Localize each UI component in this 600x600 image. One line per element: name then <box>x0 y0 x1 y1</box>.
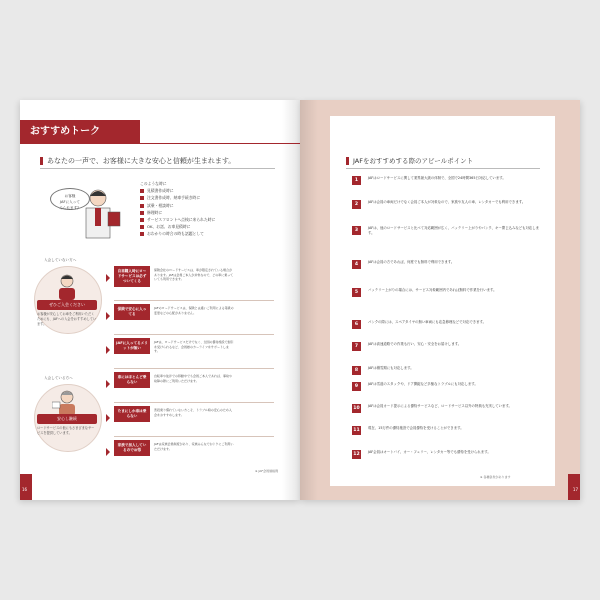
arrow-icon <box>106 380 110 388</box>
point-number: 9 <box>352 382 361 391</box>
row-text: JAFは、ロードサービスだけでなく、全国の優待施設で割引を受けられるなど、会員様のカーライフをサポートします。 <box>154 340 234 354</box>
checklist-intro: このような時に <box>140 181 167 186</box>
check-icon <box>140 218 144 222</box>
point-text: JAFはロードサービスに関して業界最大級の体制で、全国で24時間365日対応しています。 <box>368 176 506 180</box>
arrow-icon <box>106 346 110 354</box>
row-divider <box>114 402 274 403</box>
row-divider <box>114 368 274 369</box>
point-number: 2 <box>352 200 361 209</box>
row-label: 自車購入時にロードサービスは必ずついてくる <box>114 266 150 287</box>
point-text: JAFは会員カード提示による優待サービスなど、ロードサービス以外の特典も充実しています。 <box>368 404 512 408</box>
row-text: 自転車や徒歩での移動中でも会員ご本人であれば、事故や故障の際にご利用いただけます。 <box>154 374 233 383</box>
checklist-item: 見積書作成時に <box>140 187 280 194</box>
footnote: ※ 各種条件があります <box>480 475 511 479</box>
arrow-icon <box>106 312 110 320</box>
row-label: 保険で安心に入ってる <box>114 304 150 320</box>
row-divider <box>114 300 274 301</box>
page-number: 17 <box>572 487 578 492</box>
point-text: 現在、15万件の優待施設で会員優待を受けることができます。 <box>368 426 464 430</box>
checklist-item: 注文書作成時、納車手続き時に <box>140 194 280 201</box>
point-text: パンクの際には、スペアタイヤの無い車両にも応急修理などで対応できます。 <box>368 320 487 324</box>
section-header: おすすめトーク <box>20 120 140 144</box>
person1-desc: お客様が安心してお車をご利用いただくためにも、JAFへの入会をおすすめしています。 <box>37 312 97 326</box>
checklist-item: 試乗・相談時に <box>140 202 280 209</box>
check-icon <box>140 211 144 215</box>
customer-icon <box>52 272 82 300</box>
point-text: JAFは会員の方であれば、何度でも無料で利用できます。 <box>368 260 455 264</box>
brochure-spread <box>20 100 580 500</box>
point-text: JAFは積雪期にも対応します。 <box>368 366 414 370</box>
point-number: 11 <box>353 428 360 433</box>
check-icon <box>140 196 144 200</box>
accent-bar <box>40 157 43 165</box>
left-page <box>20 100 300 500</box>
point-number: 6 <box>352 320 361 329</box>
point-text: JAFは雪道のスタックや、ドア開錠など多様なトラブルにも対応します。 <box>368 382 478 386</box>
subheading: あなたの一声で、お客様に大きな安心と信頼が生まれます。 <box>40 156 280 166</box>
row-label: 家族で加入しているのでお得 <box>114 440 150 456</box>
arrow-icon <box>106 274 110 282</box>
situation-checklist <box>140 180 280 238</box>
checklist-item: サービスフロントへ点検に来られた時に <box>140 216 280 223</box>
arrow-icon <box>106 414 110 422</box>
row-text: 普段乗り慣れていない方こそ、トラブル時の安心のため入会をおすすめします。 <box>154 408 232 417</box>
row-text: JAFは家族会員制度があり、家族みんなでおトクにご利用いただけます。 <box>154 442 234 451</box>
point-number: 10 <box>353 406 360 411</box>
check-icon <box>140 225 144 229</box>
member-icon <box>52 388 82 416</box>
row-label: 車にはほとんど乗らない <box>114 372 150 388</box>
subheading-rule <box>40 168 275 169</box>
point-number: 12 <box>353 452 360 457</box>
row-label: JAFに入ってるメリットが無い <box>114 338 150 354</box>
right-page <box>300 100 580 500</box>
point-number: 7 <box>352 342 361 351</box>
appeal-title: JAFをおすすめする際のアピールポイント <box>346 156 546 165</box>
person1-name: ぜひご入会ください <box>37 300 97 310</box>
checklist-item: 修理時に <box>140 209 280 216</box>
checklist-item: おわかりの時合の時も話題として <box>140 230 280 237</box>
row-label: たまにしか車は乗らない <box>114 406 150 422</box>
point-text: JAFは高速道路での作業も行い、安心・安全をお届けします。 <box>368 342 462 346</box>
point-text: JAFは、他のロードサービスと比べて対応範囲が広く、バッテリー上がりやパンク、キー閉じ込みなども対応します。 <box>368 226 540 236</box>
person2-desc: ロードサービスの他にもさまざまなサービスを提供しています。 <box>37 426 95 435</box>
person2-name: 安心し継続 <box>37 414 97 424</box>
accent-bar <box>346 157 349 165</box>
point-text: JAFは会員の車両だけでなく会員ご本人が対象なので、家族や友人の車、レンタカーでも利用できます。 <box>368 200 526 204</box>
appeal-points-card <box>330 116 555 486</box>
checklist-item: OK、お話、お車見積時に <box>140 223 280 230</box>
gutter-shadow <box>300 100 318 500</box>
row-divider <box>114 334 274 335</box>
point-number: 5 <box>352 288 361 297</box>
header-rule <box>140 143 300 144</box>
point-text: JAF会員はオートバイ、カー・フェリー、レンタカー等でも優待を受けられます。 <box>368 450 491 454</box>
page-number: 16 <box>22 487 28 492</box>
footnote: ※ JAF会員価格例 <box>255 469 279 473</box>
member-label: 入会している方へ <box>44 376 73 380</box>
gutter-shadow <box>282 100 300 500</box>
point-number: 3 <box>352 226 361 235</box>
title-rule <box>346 168 540 169</box>
row-text: 保険会社のロードサービスは、車が限定されている場合があります。JAFは会員ご本人が対象なので、どの車に乗っていても利用できます。 <box>154 268 234 282</box>
check-icon <box>140 204 144 208</box>
point-number: 4 <box>352 260 361 269</box>
point-number: 8 <box>352 366 361 375</box>
point-text: バッテリー上がりの場合には、サービス対象範囲内であれば無料で作業を行います。 <box>368 288 497 292</box>
check-icon <box>140 232 144 236</box>
not-member-label: 入会していない方へ <box>44 258 77 262</box>
row-text: JAFのロードサービスは、保険とは違いご利用による等級の変更などの心配がありません。 <box>154 306 234 315</box>
row-divider <box>114 436 274 437</box>
point-number: 1 <box>352 176 361 185</box>
check-icon <box>140 189 144 193</box>
speech-bubble: お客様 JAFに入って みられます？ <box>50 188 90 210</box>
arrow-icon <box>106 448 110 456</box>
